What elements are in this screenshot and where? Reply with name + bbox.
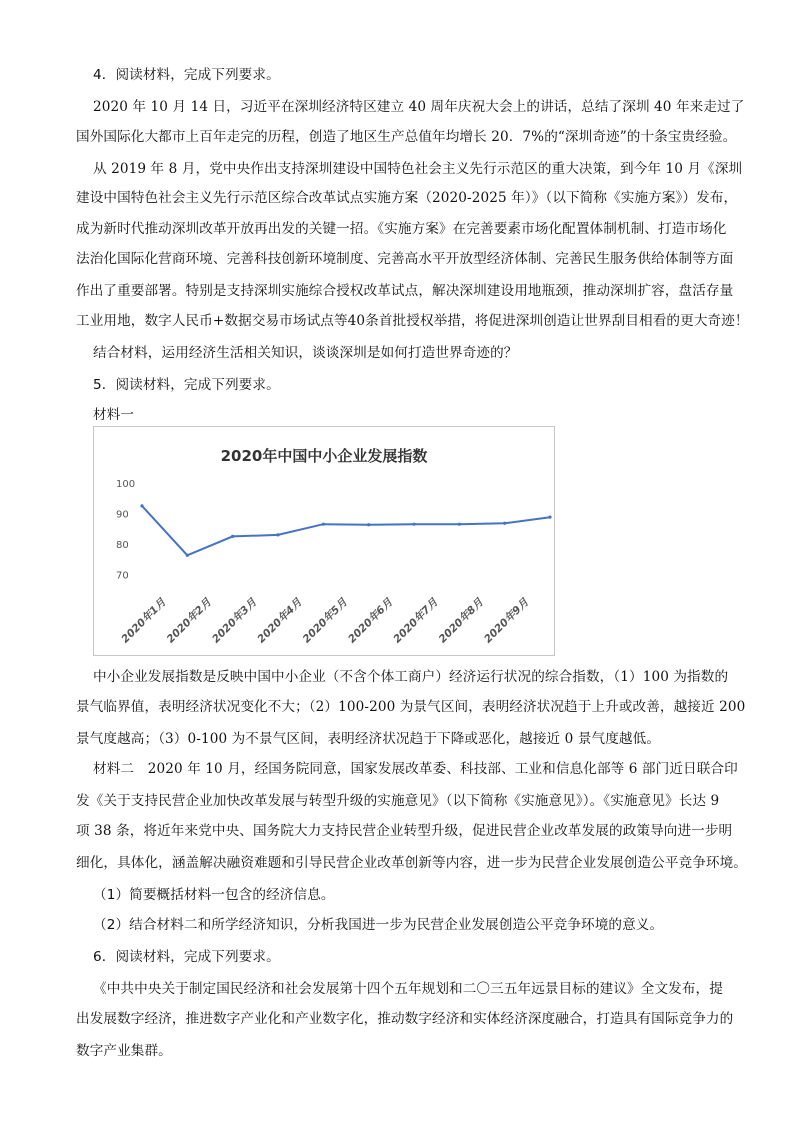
q5-heading: 5．阅读材料，完成下列要求。 (93, 377, 280, 393)
q5-material2-line: 项 38 条，将近年来党中央、国务院大力支持民营企业转型升级，促进民营企业改革发展的政策导向进一步明 (76, 823, 733, 839)
data-point (276, 533, 279, 536)
y-tick-label: 100 (116, 479, 136, 490)
q6-p1-line: 《中共中央关于制定国民经济和社会发展第十四个五年规划和二〇三五年远景目标的建议》全文发布，提 (93, 981, 723, 997)
x-tick-label: 2020年9月 (481, 596, 532, 646)
y-tick-label: 90 (116, 509, 129, 521)
q4-heading: 4．阅读材料，完成下列要求。 (93, 67, 280, 83)
y-axis-ticks (116, 479, 135, 582)
series-line (142, 506, 550, 555)
q4-p2-line: 作出了重要部署。特别是支持深圳实施综合授权改革试点，解决深圳建设用地瓶颈，推动深圳扩容，盘活存量 (76, 283, 734, 299)
q5-desc-line: 中小企业发展指数是反映中国中小企业（不含个体工商户）经济运行状况的综合指数，（1）100 为指数的 (93, 669, 729, 685)
q4-p1-line: 国外国际化大都市上百年走完的历程，创造了地区生产总值年均增长 20．7%的“深圳奇迹”的十条宝贵经验。 (76, 129, 737, 145)
x-tick-label: 2020年7月 (391, 596, 441, 646)
data-point (412, 523, 415, 526)
data-point (458, 523, 461, 526)
q5-sub2: （2）结合材料二和所学经济知识，分析我国进一步为民营企业发展创造公平竞争环境的意义。 (93, 917, 664, 933)
q4-question: 结合材料，运用经济生活相关知识，谈谈深圳是如何打造世界奇迹的？ (93, 345, 518, 361)
x-tick-label: 2020年3月 (209, 596, 260, 646)
data-point (140, 504, 143, 507)
x-tick-label: 2020年8月 (436, 596, 486, 646)
q4-p2-line: 从 2019 年 8 月，党中央作出支持深圳建设中国特色社会主义先行示范区的重大决策，到今年 10 月《深圳 (93, 161, 743, 177)
q5-material2-line: 材料二 2020 年 10 月，经国务院同意，国家发展改革委、科技部、工业和信息化部等 6 部门近日联合印 (93, 761, 738, 777)
data-point (503, 522, 506, 525)
q4-p2-line: 法治化国际化营商环境、完善科技创新环境制度、完善高水平开放型经济体制、完善民生服务供给体制等方面 (76, 251, 734, 267)
material1-label: 材料一 (93, 407, 135, 423)
y-tick-label: 80 (116, 540, 129, 551)
q5-sub1: （1）简要概括材料一包含的经济信息。 (93, 887, 335, 903)
x-tick-label: 2020年5月 (300, 596, 350, 646)
x-axis-ticks (119, 595, 532, 645)
data-point (367, 523, 370, 526)
x-tick-label: 2020年1月 (119, 596, 169, 646)
chart-svg (94, 427, 554, 655)
y-tick-label: 70 (116, 570, 129, 582)
q4-p2-line: 工业用地，数字人民币+数据交易市场试点等40条首批授权举措，将促进深圳创造让世界刮目相看的更大奇迹！ (76, 313, 749, 329)
data-point (322, 523, 325, 526)
x-tick-label: 2020年2月 (164, 596, 214, 646)
x-tick-label: 2020年4月 (255, 596, 305, 646)
q5-desc-line: 景气临界值，表明经济状况变化不大；（2）100-200 为景气区间，表明经济状况趋于上升或改善，越接近 200 (76, 699, 746, 715)
q5-material2-line: 细化，具体化，涵盖解决融资难题和引导民营企业改革创新等内容，进一步为民营企业发展创造公平竞争环境。 (76, 855, 747, 871)
q6-p1-line: 数字产业集群。 (76, 1043, 172, 1059)
q4-p1-line: 2020 年 10 月 14 日，习近平在深圳经济特区建立 40 周年庆祝大会上的讲话，总结了深圳 40 年来走过了 (93, 99, 745, 115)
data-point (231, 535, 234, 538)
q4-p2-line: 成为新时代推动深圳改革开放再出发的关键一招。《实施方案》在完善要素市场化配置体制机制、打造市场化 (76, 221, 727, 237)
sme-index-chart (93, 426, 555, 656)
q6-heading: 6．阅读材料，完成下列要求。 (93, 949, 280, 965)
q4-p2-line: 建设中国特色社会主义先行示范区综合改革试点实施方案（2020-2025 年）》（以下简称《实施方案》）发布， (76, 190, 738, 206)
q5-desc-line: 景气度越高；（3）0-100 为不景气区间，表明经济状况趋于下降或恶化，越接近 0 景气度越低。 (76, 731, 661, 747)
chart-title: 2020年中国中小企业发展指数 (220, 447, 428, 465)
data-point (186, 554, 189, 557)
q6-p1-line: 出发展数字经济，推进数字产业化和产业数字化，推动数字经济和实体经济深度融合，打造具有国际竞争力的 (76, 1011, 734, 1027)
q5-material2-line: 发《关于支持民营企业加快改革发展与转型升级的实施意见》（以下简称《实施意见》）。《实施意见》长达 9 (76, 793, 720, 809)
data-point (548, 516, 551, 519)
x-tick-label: 2020年6月 (345, 596, 396, 646)
